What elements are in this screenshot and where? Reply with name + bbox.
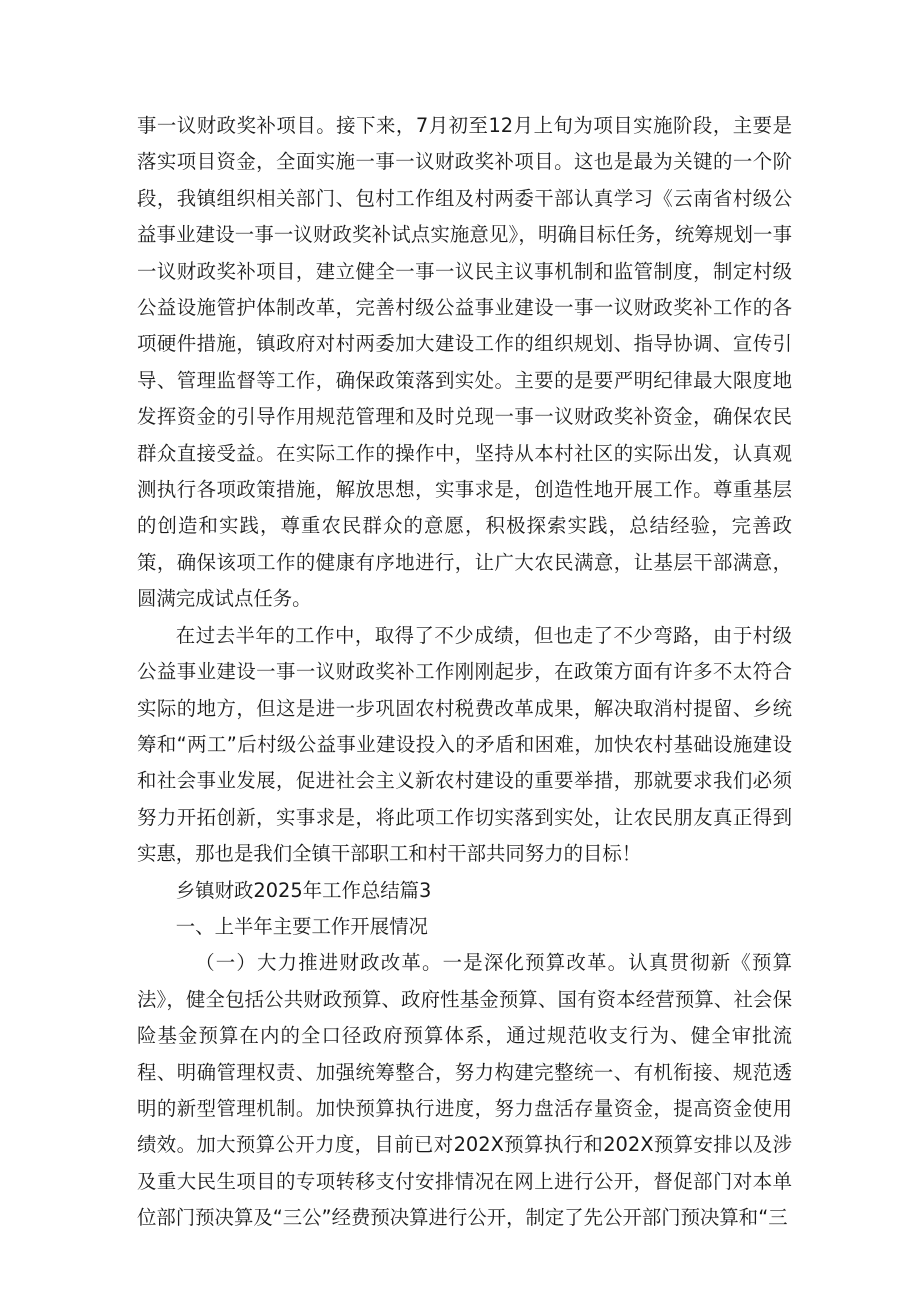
paragraph-reform: （一）大力推进财政改革。一是深化预算改革。认真贯彻新《预算法》，健全包括公共财政预算、政府性基金预算、国有资本经营预算、社会保险基金预算在内的全口径政府预算体系，通过规范收支行为、健全审批流程、明确管理权责、加强统筹整合，努力构建完整统一、有机衔接、规范透明的新型管理机制。加快预算执行进度，努力盘活存量资金，提高资金使用绩效。加大预算公开力度，目前已对202X预算执行和202X预算安排以及涉及重大民生项目的专项转移支付安排情况在网上进行公开，督促部门对本单位部门预决算及“三公”经费预决算进行公开，制定了先公开部门预决算和“三	[137, 951, 792, 1230]
paragraph-summary: 在过去半年的工作中，取得了不少成绩，但也走了不少弯路，由于村级公益事业建设一事一议财政奖补工作刚刚起步，在政策方面有许多不太符合实际的地方，但这是进一步巩固农村税费改革成果，解决取消村提留、乡统筹和“两工”后村级公益事业建设投入的矛盾和困难，加快农村基础设施建设和社会事业发展，促进社会主义新农村建设的重要举措，那就要求我们必须努力开拓创新，实事求是，将此项工作切实落到实处，让农民朋友真正得到实惠，那也是我们全镇干部职工和村干部共同努力的目标！	[137, 623, 792, 866]
paragraph-continued: 事一议财政奖补项目。接下来，7月初至12月上旬为项目实施阶段，主要是落实项目资金，全面实施一事一议财政奖补项目。这也是最为关键的一个阶段，我镇组织相关部门、包村工作组及村两委干部认真学习《云南省村级公益事业建设一事一议财政奖补试点实施意见》，明确目标任务，统筹规划一事一议财政奖补项目，建立健全一事一议民主议事机制和监管制度，制定村级公益设施管护体制改革，完善村级公益事业建设一事一议财政奖补工作的各项硬件措施，镇政府对村两委加大建设工作的组织规划、指导协调、宣传引导、管理监督等工作，确保政策落到实处。主要的是要严明纪律最大限度地发挥资金的引导作用规范管理和及时兑现一事一议财政奖补资金，确保农民群众直接受益。在实际工作的操作中，坚持从本村社区的实际出发，认真观测执行各项政策措施，解放思想，实事求是，创造性地开展工作。尊重基层的创造和实践，尊重农民群众的意愿，积极探索实践，总结经验，完善政策，确保该项工作的健康有序地进行，让广大农民满意，让基层干部满意，圆满完成试点任务。	[137, 114, 792, 611]
document-body	[137, 108, 792, 1237]
section-heading: 一、上半年主要工作开展情况	[175, 914, 428, 938]
section-title: 乡镇财政2025年工作总结篇3	[175, 878, 432, 902]
